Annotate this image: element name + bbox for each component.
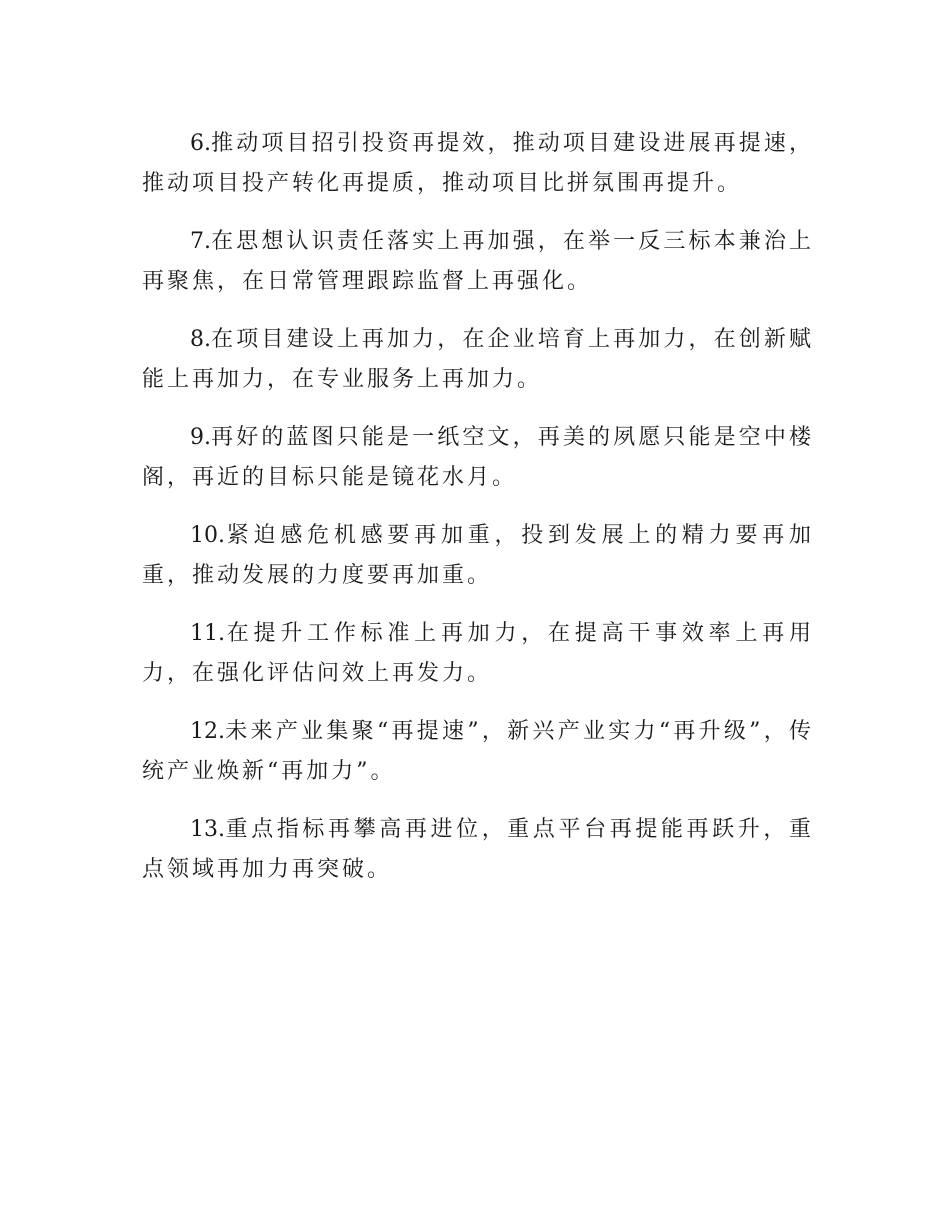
paragraph-12 <box>142 712 814 792</box>
paragraph-text: 在项目建设上再加力，在企业培育上再加力，在创新赋能上再加力，在专业服务上再加力。 <box>142 327 814 392</box>
paragraph-number: 9. <box>190 425 211 450</box>
paragraph-number: 6. <box>190 131 211 156</box>
paragraph-text: 再好的蓝图只能是一纸空文，再美的夙愿只能是空中楼阁，再近的目标只能是镜花水月。 <box>142 425 814 490</box>
paragraph-6 <box>142 124 814 204</box>
paragraph-number: 11. <box>190 621 225 646</box>
paragraph-text: 紧迫感危机感要再加重，投到发展上的精力要再加重，推动发展的力度要再加重。 <box>142 523 814 588</box>
paragraph-text: 在提升工作标准上再加力，在提高干事效率上再用力，在强化评估问效上再发力。 <box>142 621 814 686</box>
paragraph-text: 重点指标再攀高再进位，重点平台再提能再跃升，重点领域再加力再突破。 <box>142 817 814 882</box>
paragraph-number: 12. <box>190 719 225 744</box>
document-body <box>142 124 814 908</box>
paragraph-number: 13. <box>190 817 225 842</box>
paragraph-text: 推动项目招引投资再提效，推动项目建设进展再提速，推动项目投产转化再提质，推动项目比拼氛围再提升。 <box>142 131 814 196</box>
paragraph-number: 7. <box>190 229 211 254</box>
paragraph-8 <box>142 320 814 400</box>
paragraph-9 <box>142 418 814 498</box>
paragraph-text: 未来产业集聚“再提速”，新兴产业实力“再升级”，传统产业焕新“再加力”。 <box>142 719 814 784</box>
paragraph-7 <box>142 222 814 302</box>
paragraph-number: 10. <box>190 523 225 548</box>
paragraph-text: 在思想认识责任落实上再加强，在举一反三标本兼治上再聚焦，在日常管理跟踪监督上再强化。 <box>142 229 814 294</box>
paragraph-13 <box>142 810 814 890</box>
paragraph-10 <box>142 516 814 596</box>
paragraph-number: 8. <box>190 327 211 352</box>
paragraph-11 <box>142 614 814 694</box>
